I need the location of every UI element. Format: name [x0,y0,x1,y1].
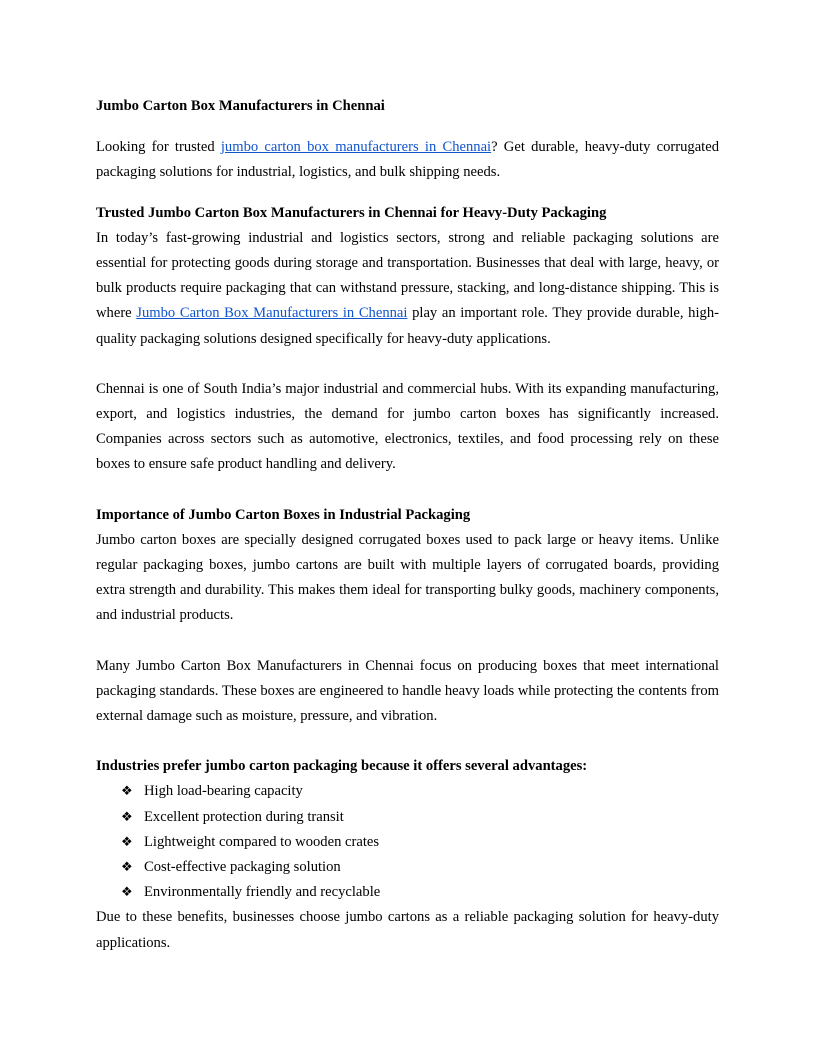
list-item [96,855,719,880]
section1-p1-suffix: play an important role. They provide durable, high-quality packaging solutions designed specifically for heavy-duty applications. [96,305,719,347]
section1-paragraph-1 [96,226,719,352]
diamond-bullet-icon: ❖ [121,834,133,850]
list-item-text: Cost-effective packaging solution [144,859,341,876]
intro-link[interactable]: jumbo carton box manufacturers in Chennai [220,139,492,156]
diamond-bullet-icon: ❖ [121,860,133,876]
list-item-text: Lightweight compared to wooden crates [144,833,380,850]
list-item-text: Environmentally friendly and recyclable [144,884,381,901]
list-item-text: Excellent protection during transit [144,808,344,825]
diamond-bullet-icon: ❖ [121,809,133,825]
document-title: Jumbo Carton Box Manufacturers in Chennai [96,98,385,114]
section1-heading: Trusted Jumbo Carton Box Manufacturers in Chennai for Heavy-Duty Packaging [96,204,607,221]
intro-prefix: Looking for trusted [96,139,221,156]
list-item-text: High load-bearing capacity [144,783,303,800]
section1-paragraph-2: Chennai is one of South India’s major industrial and commercial hubs. With its expanding manufacturing, export, and logistics industries, the demand for jumbo carton boxes has significantly increased. Companies across sectors such as automotive, electronics, textiles, and food processing rely on these boxes to ensure safe product handling and delivery. [96,380,719,473]
section2-heading: Importance of Jumbo Carton Boxes in Industrial Packaging [96,506,471,523]
list-item [96,880,719,905]
section2-paragraph-1: Jumbo carton boxes are specially designed corrugated boxes used to pack large or heavy items. Unlike regular packaging boxes, jumbo cartons are built with multiple layers of corrugated boards, providing extra strength and durability. This makes them ideal for transporting bulky goods, machinery components, and industrial products. [96,531,719,624]
diamond-bullet-icon: ❖ [121,885,133,901]
section1-p1-prefix: In today’s fast-growing industrial and logistics sectors, strong and reliable packaging solutions are essential for protecting goods during storage and transportation. Businesses that deal with large, heavy, or bulk products require packaging that can withstand pressure, stacking, and long-distance shipping. This is where [96,229,719,322]
intro-suffix: ? Get durable, heavy-duty corrugated packaging solutions for industrial, logistics, and bulk shipping needs. [96,139,720,181]
diamond-bullet-icon: ❖ [121,784,133,800]
section2-paragraph-2: Many Jumbo Carton Box Manufacturers in Chennai focus on producing boxes that meet international packaging standards. These boxes are engineered to handle heavy loads while protecting the contents from external damage such as moisture, pressure, and vibration. [96,657,719,725]
advantages-list [96,779,719,905]
section1-link[interactable]: Jumbo Carton Box Manufacturers in Chennai [136,305,408,322]
list-item [96,779,719,804]
document-page [96,94,719,956]
intro-paragraph [96,135,719,185]
list-item [96,805,719,830]
section3-heading: Industries prefer jumbo carton packaging because it offers several advantages: [96,758,588,775]
closing-paragraph: Due to these benefits, businesses choose jumbo cartons as a reliable packaging solution for heavy-duty applications. [96,909,719,951]
list-item [96,830,719,855]
